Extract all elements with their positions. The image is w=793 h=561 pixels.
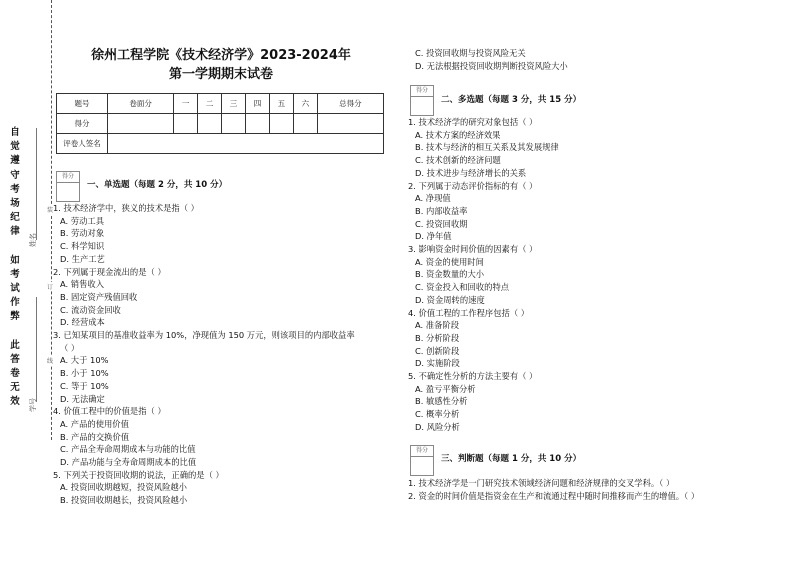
answer-option: B. 内部收益率 — [415, 205, 468, 216]
table-header-cell: 二 — [198, 94, 222, 114]
question-text: 2. 下列属于动态评价指标的有（ ） — [408, 180, 538, 191]
answer-option: D. 资金周转的速度 — [415, 294, 485, 305]
student-id-label: 学号 — [29, 398, 37, 412]
answer-option: B. 技术与经济的相互关系及其发展规律 — [415, 142, 559, 153]
answer-option: A. 投资回收期越短，投资风险越小 — [60, 482, 187, 493]
answer-option: D. 风险分析 — [415, 421, 460, 432]
answer-option: C. 等于 10% — [60, 380, 109, 391]
margin-notice: 自 觉 遵 守 考 场 纪 律 如 考 试 作 弊 此 答 卷 无 效 — [10, 127, 20, 408]
table-header-cell: 总得分 — [317, 94, 383, 114]
question-text: 2. 下列属于现金流出的是（ ） — [53, 266, 166, 277]
answer-option: A. 资金的使用时间 — [415, 256, 484, 267]
question-text: 1. 技术经济学是一门研究技术领域经济问题和经济规律的交叉学科。（ ） — [408, 478, 675, 488]
answer-option: C. 投资回收期 — [415, 218, 468, 229]
answer-option: A. 技术方案的经济效果 — [415, 129, 501, 140]
score-box: 得分 — [56, 171, 80, 202]
binding-char: 订 — [47, 284, 54, 291]
row-label: 评卷人签名 — [57, 134, 108, 154]
answer-option: C. 概率分析 — [415, 409, 460, 420]
answer-option: B. 固定资产残值回收 — [60, 291, 138, 302]
question-text: 4. 价值工程的工作程序包括（ ） — [408, 307, 530, 318]
section-title: 一、单选题（每题 2 分，共 10 分） — [87, 180, 228, 190]
answer-option: A. 销售收入 — [60, 279, 104, 290]
answer-option: D. 实施阶段 — [415, 358, 460, 369]
answer-option: C. 产品全寿命周期成本与功能的比值 — [60, 444, 196, 455]
answer-option: C. 流动资金回收 — [60, 304, 121, 315]
score-box: 得分 — [410, 445, 434, 476]
answer-option: D. 生产工艺 — [60, 253, 105, 264]
answer-option: D. 产品功能与全寿命周期成本的比值 — [60, 457, 197, 468]
table-header-cell: 四 — [245, 94, 269, 114]
answer-option: B. 劳动对象 — [60, 228, 105, 239]
answer-option: A. 准备阶段 — [415, 320, 459, 331]
section-title: 二、多选题（每题 3 分，共 15 分） — [441, 95, 582, 105]
question-text: 2. 资金的时间价值是指资金在生产和流通过程中随时间推移而产生的增值。（ ） — [408, 490, 700, 501]
margin-line — [36, 128, 37, 240]
exam-title: 徐州工程学院《技术经济学》2023-2024年 — [91, 48, 351, 63]
question-text: 3. 影响资金时间价值的因素有（ ） — [408, 244, 538, 255]
answer-option: D. 无法确定 — [60, 393, 105, 404]
table-header-cell: 六 — [293, 94, 317, 114]
section-title: 三、判断题（每题 1 分，共 10 分） — [441, 454, 582, 464]
table-header-cell: 三 — [222, 94, 246, 114]
question-text: 4. 价值工程中的价值是指（ ） — [53, 406, 166, 417]
binding-char: 装 — [47, 207, 54, 214]
answer-option: B. 敏感性分析 — [415, 396, 468, 407]
answer-option: C. 科学知识 — [60, 241, 105, 252]
answer-option: B. 产品的交换价值 — [60, 431, 130, 442]
question-text: 1. 技术经济学中，狭义的技术是指（ ） — [53, 203, 199, 213]
question-list — [408, 116, 559, 434]
score-table — [56, 93, 384, 154]
answer-option: A. 劳动工具 — [60, 215, 104, 226]
question-list — [408, 47, 568, 72]
answer-option: C. 技术创新的经济问题 — [415, 155, 501, 166]
question-list — [53, 202, 355, 507]
answer-option: D. 净年值 — [415, 231, 452, 242]
answer-option: C. 创新阶段 — [415, 345, 460, 356]
table-header-cell: 五 — [269, 94, 293, 114]
answer-option: B. 资金数量的大小 — [415, 269, 485, 280]
answer-option: B. 投资回收期越长，投资风险越小 — [60, 495, 188, 506]
table-header-cell: 题号 — [57, 94, 108, 114]
answer-option: A. 净现值 — [415, 193, 451, 204]
score-box: 得分 — [410, 85, 434, 116]
answer-option: A. 产品的使用价值 — [60, 418, 129, 429]
question-text: 5. 下列关于投资回收期的说法，正确的是（ ） — [53, 469, 224, 480]
question-text: 1. 技术经济学的研究对象包括（ ） — [408, 117, 538, 127]
score-table-header — [57, 94, 384, 114]
table-header-cell: 卷面分 — [108, 94, 174, 114]
question-text: （ ） — [60, 342, 80, 353]
question-list — [408, 477, 699, 502]
answer-option: C. 投资回收期与投资风险无关 — [415, 48, 526, 58]
table-header-cell: 一 — [174, 94, 198, 114]
question-text: 5. 不确定性分析的方法主要有（ ） — [408, 371, 538, 382]
binding-char: 线 — [47, 358, 54, 365]
margin-line — [36, 297, 37, 402]
answer-option: C. 资金投入和回收的特点 — [415, 282, 510, 293]
answer-option: A. 大于 10% — [60, 355, 109, 366]
name-label: 姓名 — [29, 233, 37, 247]
answer-option: D. 技术进步与经济增长的关系 — [415, 167, 527, 178]
row-label: 得分 — [57, 114, 108, 134]
score-table-row — [57, 114, 384, 134]
exam-subtitle: 第一学期期末试卷 — [168, 67, 273, 82]
answer-option: D. 无法根据投资回收期判断投资风险大小 — [415, 60, 568, 71]
answer-option: B. 小于 10% — [60, 368, 109, 379]
answer-option: A. 盈亏平衡分析 — [415, 383, 476, 394]
answer-option: D. 经营成本 — [60, 317, 105, 328]
answer-option: B. 分析阶段 — [415, 332, 460, 343]
question-text: 3. 已知某项目的基准收益率为 10%，净现值为 150 万元，则该项目的内部收益率 — [53, 330, 355, 341]
binding-line — [51, 0, 52, 440]
score-table-row — [57, 134, 384, 154]
